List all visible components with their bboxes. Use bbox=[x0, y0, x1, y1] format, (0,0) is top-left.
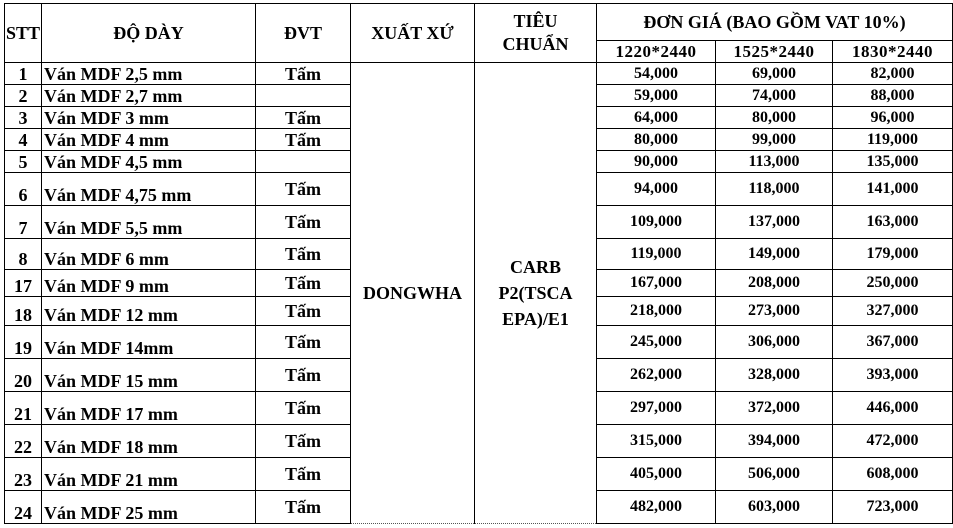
row-stt: 1 bbox=[5, 63, 42, 85]
row-stt: 20 bbox=[5, 359, 42, 392]
header-size-1525x2440: 1525*2440 bbox=[716, 41, 833, 63]
price-1220x2440: 119,000 bbox=[597, 239, 716, 270]
row-thickness: Ván MDF 14mm bbox=[42, 326, 256, 359]
price-1220x2440: 94,000 bbox=[597, 173, 716, 206]
row-unit: Tấm bbox=[256, 458, 351, 491]
price-1830x2440: 96,000 bbox=[833, 107, 953, 129]
price-1830x2440: 367,000 bbox=[833, 326, 953, 359]
price-1220x2440: 315,000 bbox=[597, 425, 716, 458]
header-unit: ĐVT bbox=[256, 4, 351, 63]
standard-line: EPA)/E1 bbox=[502, 309, 569, 330]
row-stt: 17 bbox=[5, 270, 42, 297]
price-1830x2440: 135,000 bbox=[833, 151, 953, 173]
standard-cell bbox=[475, 63, 597, 524]
row-stt: 4 bbox=[5, 129, 42, 151]
price-1830x2440: 179,000 bbox=[833, 239, 953, 270]
price-1525x2440: 137,000 bbox=[716, 206, 833, 239]
row-unit: Tấm bbox=[256, 491, 351, 524]
header-size-1220x2440: 1220*2440 bbox=[597, 41, 716, 63]
row-stt: 6 bbox=[5, 173, 42, 206]
price-1220x2440: 482,000 bbox=[597, 491, 716, 524]
price-1525x2440: 603,000 bbox=[716, 491, 833, 524]
row-thickness: Ván MDF 17 mm bbox=[42, 392, 256, 425]
row-thickness: Ván MDF 2,7 mm bbox=[42, 85, 256, 107]
row-unit: Tấm bbox=[256, 425, 351, 458]
header-standard bbox=[475, 4, 597, 63]
price-1220x2440: 218,000 bbox=[597, 297, 716, 326]
price-1830x2440: 82,000 bbox=[833, 63, 953, 85]
row-stt: 7 bbox=[5, 206, 42, 239]
price-1830x2440: 141,000 bbox=[833, 173, 953, 206]
row-thickness: Ván MDF 15 mm bbox=[42, 359, 256, 392]
price-1525x2440: 394,000 bbox=[716, 425, 833, 458]
header-standard-line2: CHUẨN bbox=[502, 34, 569, 54]
mdf-price-table bbox=[4, 3, 953, 524]
price-1830x2440: 608,000 bbox=[833, 458, 953, 491]
price-1525x2440: 113,000 bbox=[716, 151, 833, 173]
row-unit: Tấm bbox=[256, 270, 351, 297]
row-thickness: Ván MDF 5,5 mm bbox=[42, 206, 256, 239]
price-1220x2440: 64,000 bbox=[597, 107, 716, 129]
price-1525x2440: 328,000 bbox=[716, 359, 833, 392]
price-1830x2440: 393,000 bbox=[833, 359, 953, 392]
price-1220x2440: 54,000 bbox=[597, 63, 716, 85]
price-1220x2440: 167,000 bbox=[597, 270, 716, 297]
row-thickness: Ván MDF 4,5 mm bbox=[42, 151, 256, 173]
table-body bbox=[5, 63, 953, 524]
price-1525x2440: 306,000 bbox=[716, 326, 833, 359]
header-standard-line1: TIÊU bbox=[513, 10, 558, 31]
price-1830x2440: 327,000 bbox=[833, 297, 953, 326]
row-stt: 23 bbox=[5, 458, 42, 491]
row-stt: 18 bbox=[5, 297, 42, 326]
row-thickness: Ván MDF 12 mm bbox=[42, 297, 256, 326]
row-unit bbox=[256, 85, 351, 107]
row-thickness: Ván MDF 25 mm bbox=[42, 491, 256, 524]
standard-line: P2(TSCA bbox=[498, 282, 573, 303]
price-1220x2440: 109,000 bbox=[597, 206, 716, 239]
row-stt: 2 bbox=[5, 85, 42, 107]
origin-cell: DONGWHA bbox=[351, 63, 475, 524]
row-thickness: Ván MDF 6 mm bbox=[42, 239, 256, 270]
price-1830x2440: 163,000 bbox=[833, 206, 953, 239]
row-stt: 5 bbox=[5, 151, 42, 173]
price-1525x2440: 273,000 bbox=[716, 297, 833, 326]
row-unit: Tấm bbox=[256, 129, 351, 151]
price-1525x2440: 80,000 bbox=[716, 107, 833, 129]
row-unit: Tấm bbox=[256, 392, 351, 425]
row-thickness: Ván MDF 2,5 mm bbox=[42, 63, 256, 85]
price-1220x2440: 245,000 bbox=[597, 326, 716, 359]
row-stt: 3 bbox=[5, 107, 42, 129]
row-unit: Tấm bbox=[256, 206, 351, 239]
price-1220x2440: 80,000 bbox=[597, 129, 716, 151]
price-1220x2440: 90,000 bbox=[597, 151, 716, 173]
price-1525x2440: 118,000 bbox=[716, 173, 833, 206]
price-1525x2440: 99,000 bbox=[716, 129, 833, 151]
row-thickness: Ván MDF 18 mm bbox=[42, 425, 256, 458]
row-thickness: Ván MDF 9 mm bbox=[42, 270, 256, 297]
row-unit: Tấm bbox=[256, 173, 351, 206]
price-1830x2440: 472,000 bbox=[833, 425, 953, 458]
price-1220x2440: 262,000 bbox=[597, 359, 716, 392]
price-1525x2440: 74,000 bbox=[716, 85, 833, 107]
standard-line: CARB bbox=[509, 256, 561, 277]
table-row bbox=[5, 63, 953, 85]
row-unit: Tấm bbox=[256, 326, 351, 359]
header-thickness: ĐỘ DÀY bbox=[42, 4, 256, 63]
price-1830x2440: 119,000 bbox=[833, 129, 953, 151]
row-unit: Tấm bbox=[256, 63, 351, 85]
price-1525x2440: 506,000 bbox=[716, 458, 833, 491]
row-stt: 19 bbox=[5, 326, 42, 359]
header-stt: STT bbox=[5, 4, 42, 63]
price-1830x2440: 723,000 bbox=[833, 491, 953, 524]
row-stt: 8 bbox=[5, 239, 42, 270]
price-1525x2440: 149,000 bbox=[716, 239, 833, 270]
row-unit: Tấm bbox=[256, 359, 351, 392]
price-1525x2440: 69,000 bbox=[716, 63, 833, 85]
row-unit: Tấm bbox=[256, 239, 351, 270]
header-origin: XUẤT XỨ bbox=[351, 4, 475, 63]
row-stt: 24 bbox=[5, 491, 42, 524]
price-1220x2440: 59,000 bbox=[597, 85, 716, 107]
row-thickness: Ván MDF 4 mm bbox=[42, 129, 256, 151]
row-thickness: Ván MDF 21 mm bbox=[42, 458, 256, 491]
header-price-group: ĐƠN GIÁ (BAO GỒM VAT 10%) bbox=[597, 4, 953, 41]
row-thickness: Ván MDF 3 mm bbox=[42, 107, 256, 129]
price-1830x2440: 446,000 bbox=[833, 392, 953, 425]
price-1220x2440: 405,000 bbox=[597, 458, 716, 491]
row-unit bbox=[256, 151, 351, 173]
row-stt: 22 bbox=[5, 425, 42, 458]
price-1220x2440: 297,000 bbox=[597, 392, 716, 425]
row-thickness: Ván MDF 4,75 mm bbox=[42, 173, 256, 206]
header-size-1830x2440: 1830*2440 bbox=[833, 41, 953, 63]
price-1525x2440: 372,000 bbox=[716, 392, 833, 425]
row-unit: Tấm bbox=[256, 297, 351, 326]
row-unit: Tấm bbox=[256, 107, 351, 129]
price-1525x2440: 208,000 bbox=[716, 270, 833, 297]
row-stt: 21 bbox=[5, 392, 42, 425]
price-1830x2440: 250,000 bbox=[833, 270, 953, 297]
price-1830x2440: 88,000 bbox=[833, 85, 953, 107]
